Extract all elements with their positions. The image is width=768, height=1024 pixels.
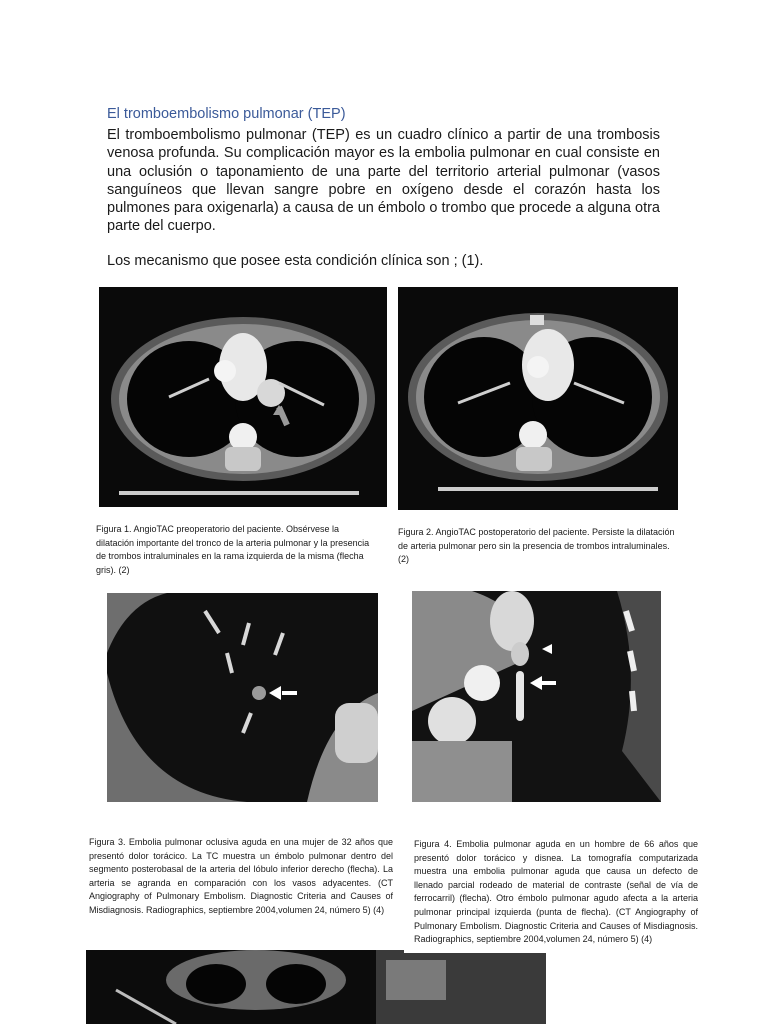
ct-scan-figure-2 — [398, 287, 678, 510]
ct-scan-figure-4 — [412, 591, 661, 802]
ct-scan-figure-5-partial — [86, 950, 546, 1024]
mechanism-paragraph: Los mecanismo que posee esta condición clínica son ; (1). — [107, 253, 484, 269]
section-heading: El tromboembolismo pulmonar (TEP) — [107, 106, 346, 122]
ct-scan-figure-1 — [99, 287, 387, 507]
figure-3-caption: Figura 3. Embolia pulmonar oclusiva aguda en una mujer de 32 años que presentó dolor torácico. La TC muestra un émbolo pulmonar dentro del segmento posterobasal de la arteria del lóbulo inferior derecho (flecha). La arteria se agranda en comparación con los vasos adyacentes. (CT Angiography of Pulmonary Embolism. Diagnostic Criteria and Causes of Misdiagnosis. Radiographics, septiembre 2004,volumen 24, número 5) (4) — [89, 836, 393, 922]
ct-scan-figure-3 — [107, 593, 378, 802]
figure-1-caption: Figura 1. AngioTAC preoperatorio del paciente. Obsérvese la dilatación importante del tronco de la arteria pulmonar y la presencia de trombos intraluminales en la rama izquierda de la misma (flecha gris). (2) — [96, 523, 378, 577]
intro-paragraph: El tromboembolismo pulmonar (TEP) es un cuadro clínico a partir de una trombosis venosa profunda. Su complicación mayor es la embolia pulmonar en cual consiste en una oclusión o taponamiento de una parte del territorio arterial pulmonar (vasos sanguíneos que llevan sangre pobre en oxígeno desde el corazón hasta los pulmones para oxigenarla) a causa de un émbolo o trombo que procede a alguna otra parte del cuerpo. — [107, 127, 660, 235]
figure-4-caption: Figura 4. Embolia pulmonar aguda en un hombre de 66 años que presentó dolor torácico y disnea. La tomografía computarizada muestra una embolia pulmonar aguda que causa un defecto de llenado parcial rodeado de material de contraste (señal de vía de ferrocarril) (flecha). Otro émbolo pulmonar agudo afecta a la arteria pulmonar principal izquierda (punta de flecha). (CT Angiography of Pulmonary Embolism. Diagnostic Criteria and Causes of Misdiagnosis. Radiographics, septiembre 2004,volumen 24, número 5) (4) — [404, 838, 702, 953]
figure-2-caption: Figura 2. AngioTAC postoperatorio del paciente. Persiste la dilatación de arteria pulmonar pero sin la presencia de trombos intraluminales. (2) — [398, 526, 680, 567]
